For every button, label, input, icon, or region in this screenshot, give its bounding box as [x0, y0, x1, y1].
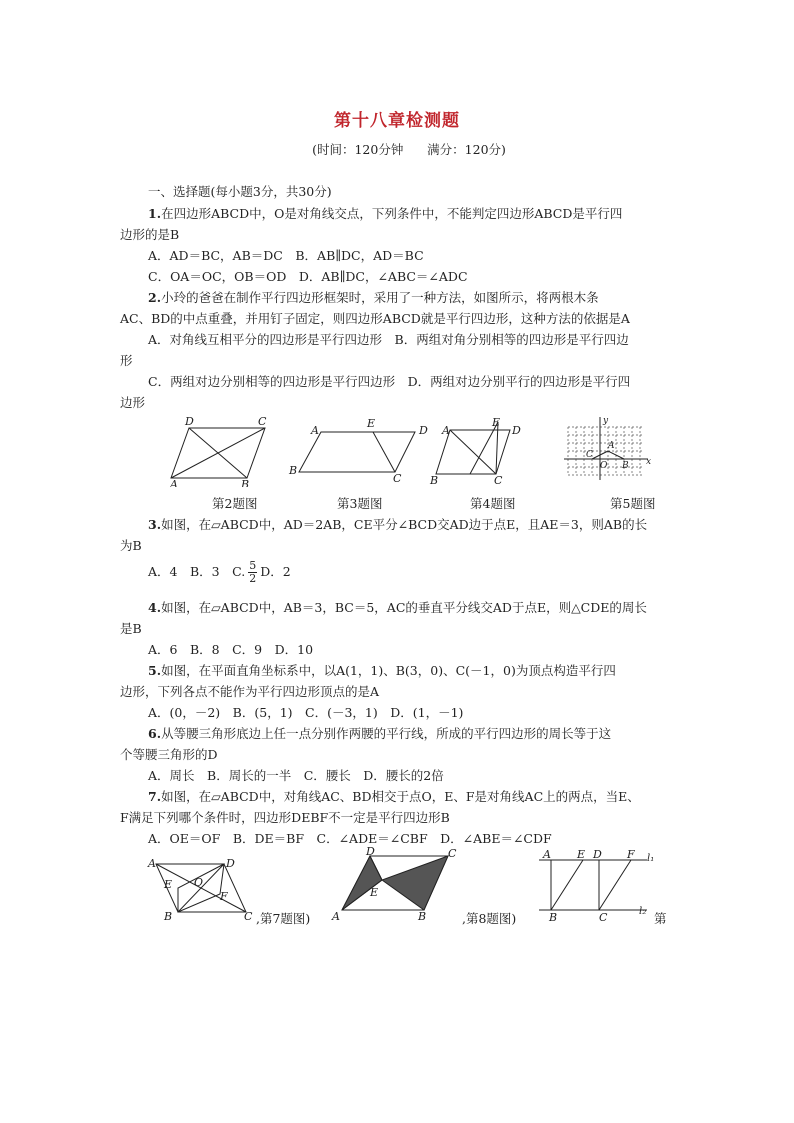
fig9-segment-eb [551, 860, 583, 910]
q6-options: A．周长 B．周长的一半 C．腰长 D．腰长的2倍 [148, 768, 444, 783]
fig8-label-b: B [418, 910, 427, 923]
q5-line2: 边形，下列各点不能作为平行四边形顶点的是A [120, 684, 380, 699]
q3-line1 [148, 515, 647, 533]
q6-line2: 个等腰三角形的D [120, 747, 218, 762]
q4-options: A．6 B．8 C．9 D．10 [148, 642, 314, 657]
fig3-label-a: A [311, 424, 319, 437]
fig9-label-b: B [549, 911, 558, 924]
q2-option-d-tail: 边形 [120, 395, 146, 410]
fig9-segment-fc [599, 860, 631, 910]
exam-info [0, 140, 794, 158]
fig3-label-b: B [289, 464, 298, 477]
caption-fig-9-start: 第 [654, 911, 667, 926]
fig3-label-d: D [419, 424, 428, 437]
fig2-label-b: B [241, 478, 250, 487]
q6-text1: 从等腰三角形底边上任一点分别作两腰的平行线，所成的平行四边形的周长等于这 [161, 726, 612, 741]
fig9-label-f: F [627, 848, 635, 861]
fig7-label-e: E [164, 878, 173, 891]
fig8-label-d: D [366, 846, 375, 858]
q1-line1 [148, 204, 622, 222]
q5-text1: 如图，在平面直角坐标系中，以A(1，1)、B(3，0)、C(－1，0)为顶点构造平行四 [161, 663, 616, 678]
fig7-label-f: F [220, 890, 228, 903]
q3-options [148, 560, 291, 585]
fig5-label-o: O [600, 461, 608, 471]
q2-number: 2. [148, 290, 162, 305]
q2-text1: 小玲的爸爸在制作平行四边形框架时，采用了一种方法，如图所示，将两根木条 [161, 290, 599, 305]
fig9-label-e: E [577, 848, 586, 861]
fig8-label-a: A [332, 910, 340, 923]
caption-fig-5: 第5题图 [610, 496, 656, 511]
fig3-label-c: C [393, 472, 402, 485]
q3-options-pre: A．4 B．3 C. [148, 564, 246, 579]
fig9-label-a: A [543, 848, 551, 861]
q1-text1: 在四边形ABCD中，O是对角线交点，下列条件中，不能判定四边形ABCD是平行四 [161, 206, 623, 221]
q2-line2: AC、BD的中点重叠，并用钉子固定，则四边形ABCD就是平行四边形，这种方法的依据是A [120, 311, 630, 326]
fig7-label-o: O [194, 876, 204, 889]
caption-fig-7: ,第7题图) [256, 911, 311, 926]
caption-fig-2: 第2题图 [212, 496, 258, 511]
q7-text1: 如图，在▱ABCD中，对角线AC、BD相交于点O，E、F是对角线AC上的两点，当E、 [161, 789, 640, 804]
q5-options: A．(0，－2) B．(5，1) C．(－3，1) D．(1，－1) [148, 705, 464, 720]
q4-number: 4. [148, 600, 162, 615]
caption-fig-3: 第3题图 [337, 496, 383, 511]
fig5-label-a: A [608, 441, 615, 451]
fig9-label-l1: l₁ [647, 853, 655, 864]
fig2-label-c: C [258, 415, 267, 428]
fig4-label-a: A [442, 424, 450, 437]
fig9-label-d: D [593, 848, 602, 861]
figure-5 [558, 412, 658, 487]
fig8-label-e: E [370, 886, 379, 899]
fig4-label-e: E [492, 416, 501, 429]
figure-3 [285, 412, 435, 487]
fig5-label-x: x [646, 457, 652, 467]
figure-2 [165, 412, 275, 487]
fig2-label-a: A [170, 478, 178, 487]
q7-number: 7. [148, 789, 162, 804]
q4-line1 [148, 598, 647, 616]
page-title: 第十八章检测题 [334, 111, 460, 131]
fig5-label-c: C [586, 450, 593, 460]
fig4-label-c: C [494, 474, 503, 487]
fig5-label-b: B [622, 461, 629, 471]
fig3-label-e: E [367, 417, 376, 430]
caption-fig-8: ,第8题图) [462, 911, 517, 926]
fig7-label-a: A [148, 857, 156, 870]
q2-option-c-d: C．两组对边分别相等的四边形是平行四边形 D．两组对边分别平行的四边形是平行四 [148, 374, 631, 389]
figure-8 [328, 846, 468, 924]
figure-7 [142, 850, 260, 924]
fig7-label-b: B [164, 910, 173, 923]
fig7-label-d: D [226, 857, 235, 870]
q3-text1: 如图，在▱ABCD中，AD＝2AB，CE平分∠BCD交AD边于点E，且AE＝3，则AB的长 [161, 517, 648, 532]
q3-fraction-denominator: 2 [249, 572, 257, 585]
q5-number: 5. [148, 663, 162, 678]
fig8-label-c: C [448, 847, 457, 860]
fig4-label-d: D [512, 424, 521, 437]
q3-fraction [248, 560, 257, 585]
q3-line2: 为B [120, 538, 142, 553]
section-heading: 一、选择题(每小题3分，共30分) [148, 184, 332, 199]
fig5-label-y: y [603, 416, 609, 426]
q1-line2: 边形的是B [120, 227, 180, 242]
figure-4 [428, 412, 528, 487]
q7-line2: F满足下列哪个条件时，四边形DEBF不一定是平行四边形B [120, 810, 450, 825]
full-score: 满分：120分) [427, 142, 506, 157]
q6-line1 [148, 724, 611, 742]
q4-text1: 如图，在▱ABCD中，AB＝3，BC＝5，AC的垂直平分线交AD于点E，则△CDE的周长 [161, 600, 647, 615]
q5-line1 [148, 661, 616, 679]
q4-line2: 是B [120, 621, 142, 636]
q3-fraction-numerator: 5 [249, 559, 257, 572]
fig4-label-b: B [430, 474, 439, 487]
time-limit: (时间：120分钟 [312, 142, 404, 157]
q2-line1 [148, 288, 599, 306]
fig2-diagonal-ac [171, 428, 265, 478]
q1-options-1: A．AD＝BC，AB＝DC B．AB∥DC，AD＝BC [148, 248, 424, 263]
fig3-segment-ce [373, 432, 395, 472]
fig9-label-l2: l₂ [639, 906, 647, 917]
q3-number: 3. [148, 517, 162, 532]
q6-number: 6. [148, 726, 162, 741]
fig7-label-c: C [244, 910, 253, 923]
fig9-label-c: C [599, 911, 608, 924]
fig8-shaded-left [342, 856, 382, 910]
fig2-label-d: D [185, 415, 194, 428]
q1-number: 1. [148, 206, 162, 221]
fig3-parallelogram [299, 432, 415, 472]
q1-options-2: C．OA＝OC，OB＝OD D．AB∥DC，∠ABC＝∠ADC [148, 269, 468, 284]
q2-option-b-tail: 形 [120, 353, 133, 368]
q2-option-a-b: A．对角线互相平分的四边形是平行四边形 B．两组对角分别相等的四边形是平行四边 [148, 332, 629, 347]
fig8-shaded-right [382, 856, 448, 910]
q7-options: A．OE＝OF B．DE＝BF C．∠ADE＝∠CBF D．∠ABE＝∠CDF [148, 831, 552, 846]
q7-line1 [148, 787, 640, 805]
caption-fig-4: 第4题图 [470, 496, 516, 511]
q3-options-post: D．2 [260, 564, 291, 579]
